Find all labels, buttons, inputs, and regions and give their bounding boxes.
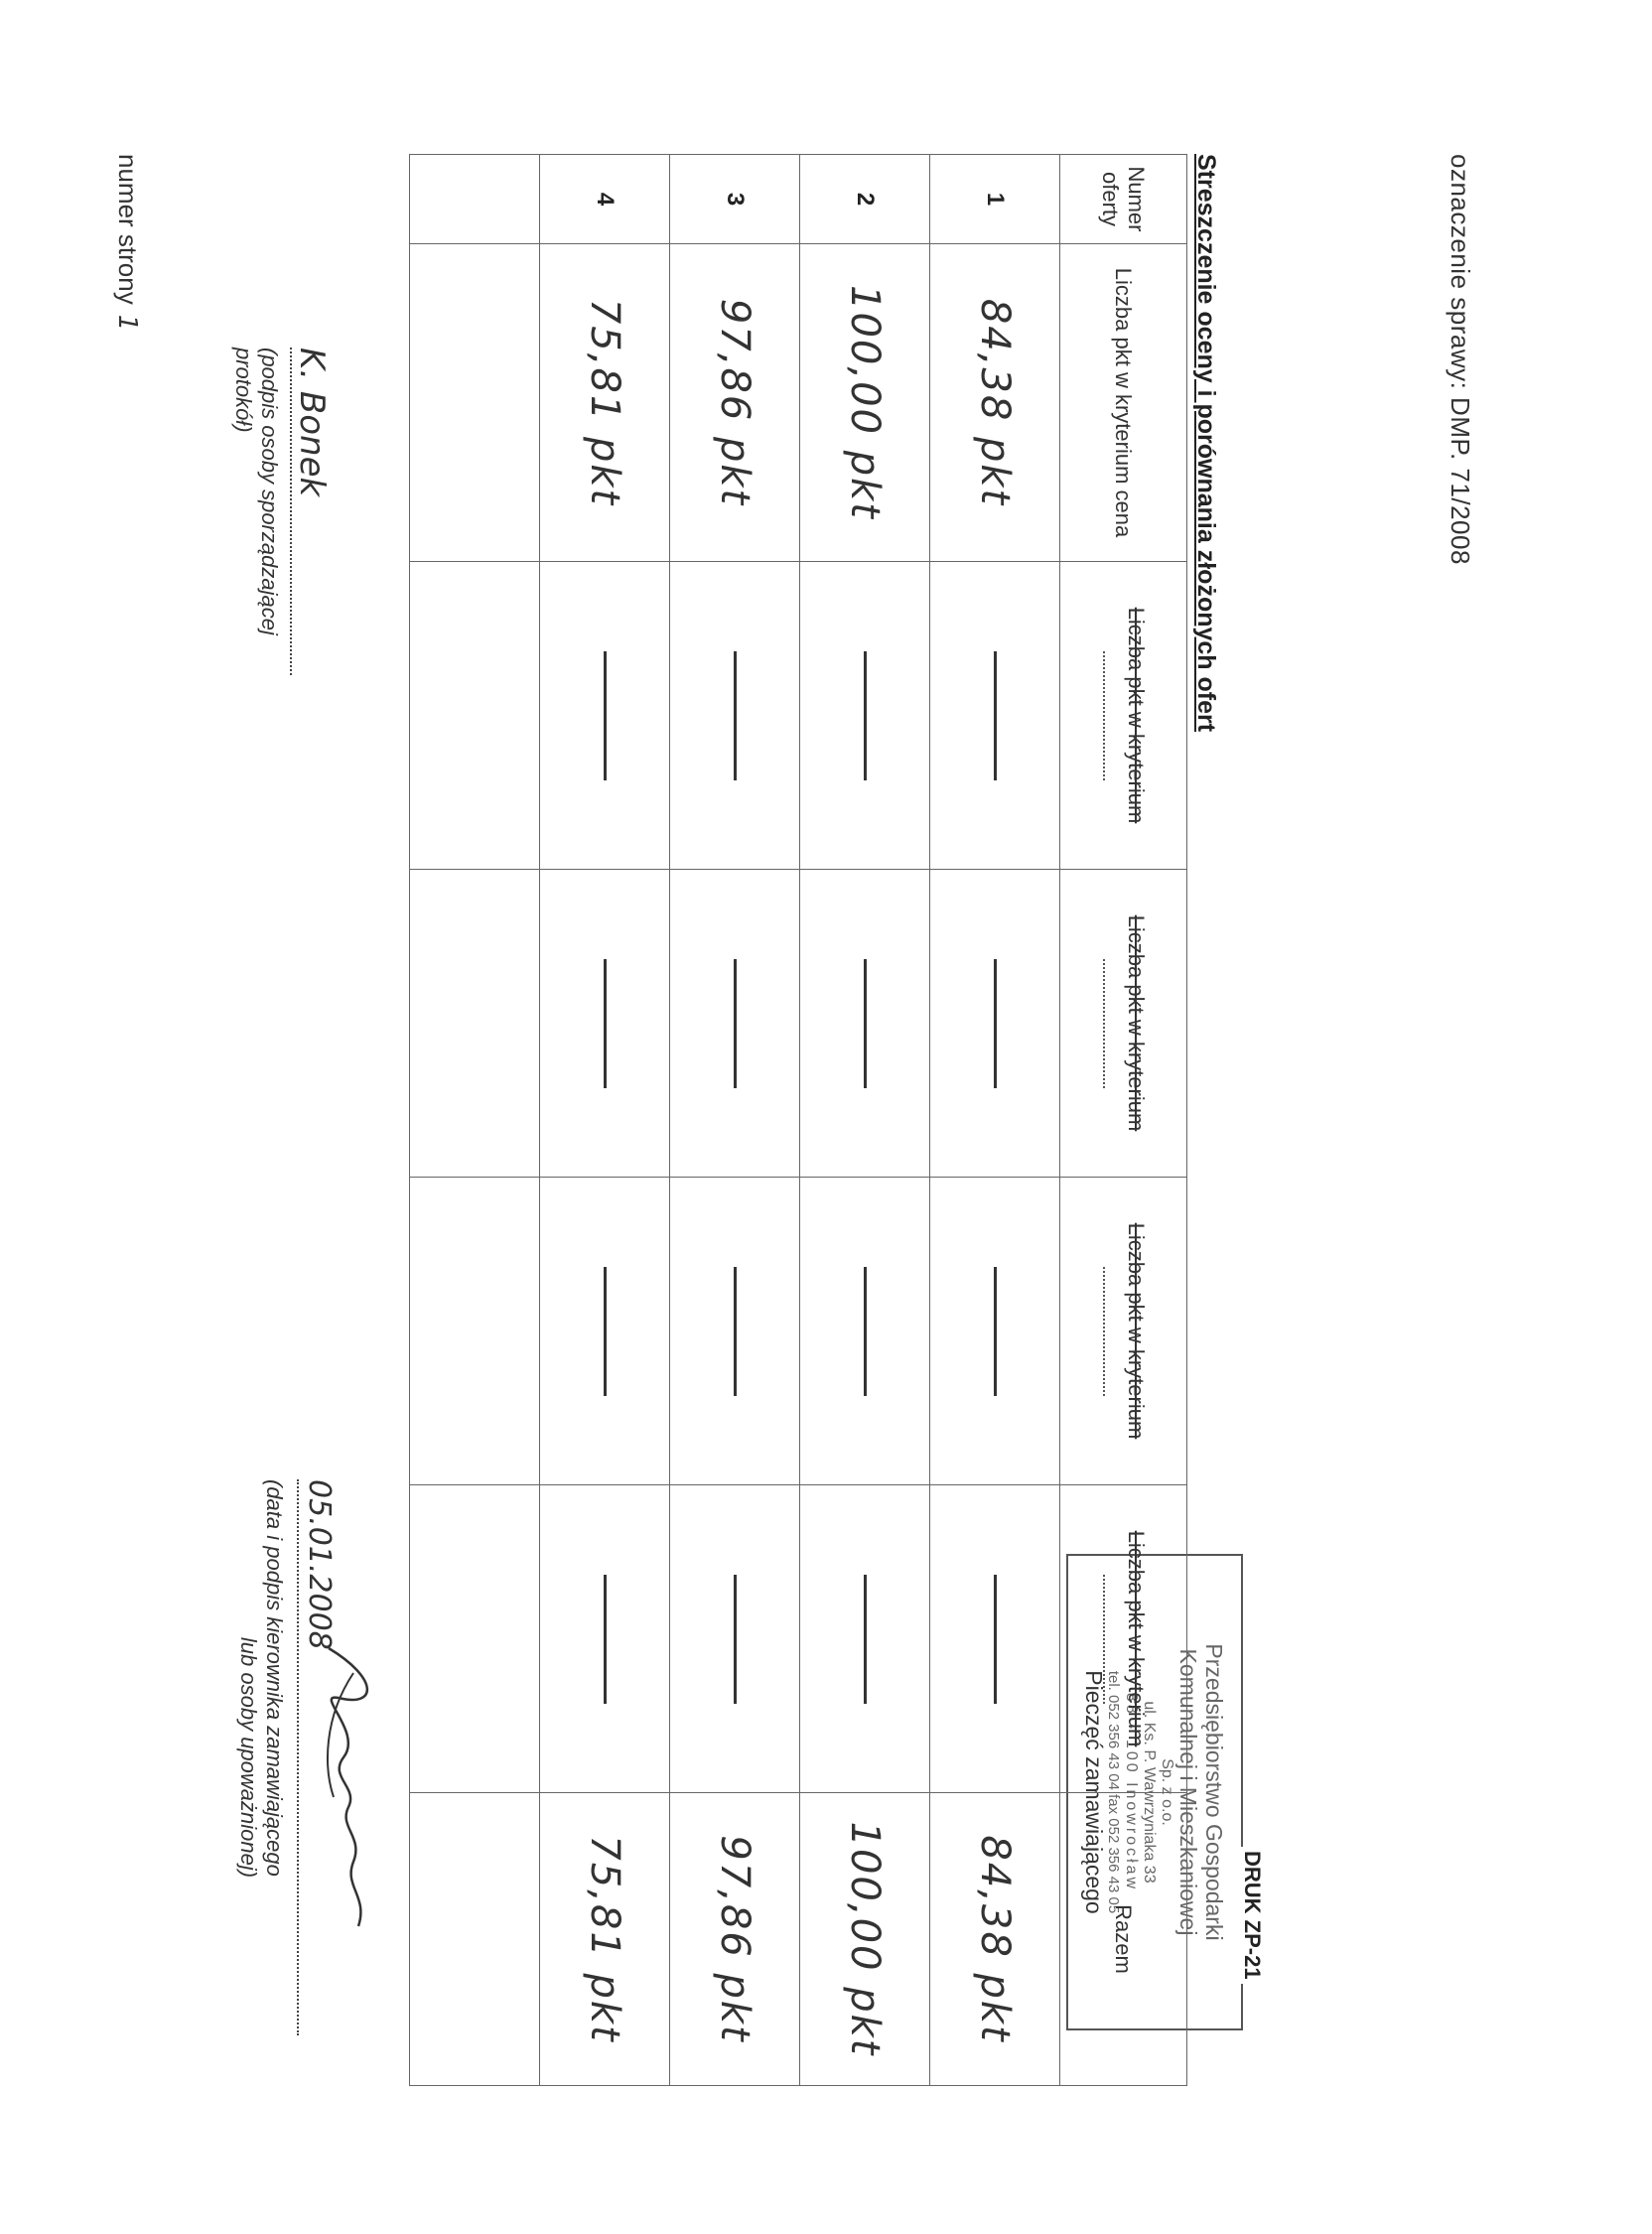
header-offer-number: Numer oferty [1060, 155, 1187, 244]
empty-cell [410, 1793, 540, 2086]
table-row-empty [410, 155, 540, 2086]
preparer-signature: K. Bonek [292, 348, 332, 497]
page-number [112, 154, 143, 331]
empty-criterion-cell [930, 1178, 1060, 1485]
stamp-line-legal-form: Sp. z o.o. [1159, 1758, 1175, 1826]
signature-line [297, 1479, 301, 2035]
header-criterion-2: Liczba pkt w kryterium [1060, 562, 1187, 870]
offer-number-cell: 3 [670, 155, 800, 244]
offer-number-cell: 1 [930, 155, 1060, 244]
table-row [670, 155, 800, 2086]
empty-cell [410, 1178, 540, 1485]
empty-criterion-cell [930, 870, 1060, 1178]
empty-cell [410, 562, 540, 870]
empty-criterion-cell [670, 1485, 800, 1793]
manager-caption-line1: (data i podpis kierownika zamawiającego [262, 1479, 287, 1877]
empty-cell [410, 1485, 540, 1793]
empty-cell [410, 155, 540, 244]
offers-table [409, 154, 1187, 2086]
case-reference: oznaczenie sprawy: DMP. 71/2008 [1446, 154, 1475, 565]
header-criterion-4: Liczba pkt w kryterium [1060, 1178, 1187, 1485]
empty-criterion-cell [670, 1178, 800, 1485]
page-number-label: numer strony [113, 154, 143, 305]
empty-criterion-cell [540, 562, 670, 870]
preparer-signature-block [230, 348, 332, 675]
table-header-row [1060, 155, 1187, 2086]
price-points-cell: 97,86 pkt [670, 244, 800, 562]
offer-number-cell: 4 [540, 155, 670, 244]
stamp-line-phone: tel. 052 356 43 04 fax 052 356 43 05 [1105, 1670, 1122, 1914]
total-points-cell: 75,81 pkt [540, 1793, 670, 2086]
header-total: Razem [1060, 1793, 1187, 2086]
header-criterion-5: Liczba pkt w kryterium [1060, 1485, 1187, 1793]
stamp-line-street: ul. Ks. P. Wawrzyniaka 33 [1141, 1701, 1158, 1884]
price-points-cell: 84,38 pkt [930, 244, 1060, 562]
empty-criterion-cell [800, 870, 930, 1178]
empty-criterion-cell [540, 1178, 670, 1485]
stamp-line-city: 88 - 100 Inowrocław [1123, 1692, 1140, 1892]
empty-criterion-cell [670, 562, 800, 870]
empty-criterion-cell [540, 870, 670, 1178]
manager-caption-line2: lub osoby upoważnionej) [236, 1636, 261, 1879]
empty-criterion-cell [540, 1485, 670, 1793]
empty-criterion-cell [930, 562, 1060, 870]
header-criterion-3: Liczba pkt w kryterium [1060, 870, 1187, 1178]
stamp-line-company: Przedsiębiorstwo Gospodarki [1201, 1643, 1227, 1941]
offer-number-cell: 2 [800, 155, 930, 244]
manager-signature-block [235, 1479, 337, 2035]
price-points-cell: 75,81 pkt [540, 244, 670, 562]
page-number-value: 1 [112, 314, 142, 332]
table-row [930, 155, 1060, 2086]
total-points-cell: 97,86 pkt [670, 1793, 800, 2086]
header-price-criterion: Liczba pkt w kryterium cena [1060, 244, 1187, 562]
empty-criterion-cell [670, 870, 800, 1178]
empty-criterion-cell [800, 1485, 930, 1793]
seal-caption: Pieczęć zamawiającego [1081, 1670, 1107, 1914]
form-code: DRUK ZP-21 [1239, 1847, 1265, 1984]
empty-cell [410, 244, 540, 562]
total-points-cell: 100,00 pkt [800, 1793, 930, 2086]
preparer-caption: (podpis osoby sporządzającej protokół) [231, 348, 282, 635]
table-row [540, 155, 670, 2086]
total-points-cell: 84,38 pkt [930, 1793, 1060, 2086]
empty-criterion-cell [800, 562, 930, 870]
stamp-line-company-2: Komunalnej i Mieszkaniowej [1175, 1648, 1201, 1936]
manager-date: 05.01.2008 [302, 1479, 337, 1650]
empty-cell [410, 870, 540, 1178]
empty-criterion-cell [800, 1178, 930, 1485]
price-points-cell: 100,00 pkt [800, 244, 930, 562]
section-title: Streszczenie oceny i porównania złożonych ofert [1192, 154, 1220, 733]
empty-criterion-cell [930, 1485, 1060, 1793]
table-row [800, 155, 930, 2086]
